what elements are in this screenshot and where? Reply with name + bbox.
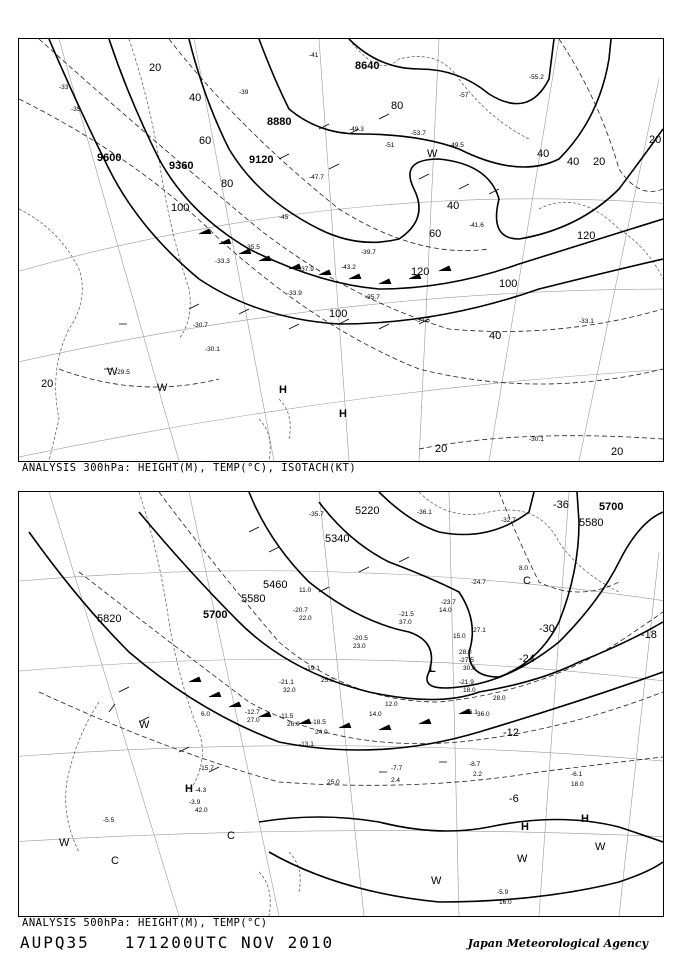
temp-obs: -33.1: [579, 318, 594, 325]
isotach-label: 120: [577, 230, 596, 242]
temp-obs: -19.1: [305, 665, 320, 672]
agency-name: Japan Meteorological Agency: [467, 937, 648, 950]
height-label: 5700: [203, 609, 228, 621]
temp-obs: -35: [71, 106, 81, 113]
temp-obs: -12.7: [245, 709, 260, 716]
isotach-label: 100: [499, 278, 518, 290]
temp-obs: -11.5: [279, 713, 294, 720]
temp-obs: -49.5: [449, 142, 464, 149]
warm-marks: [107, 148, 438, 394]
temp-obs: -37.9: [299, 266, 314, 273]
height-label: 5340: [325, 533, 350, 545]
product-code: AUPQ35: [20, 933, 90, 952]
temp-obs: -18.5: [311, 719, 326, 726]
wind-barbs: [104, 114, 502, 369]
temp-obs: -21.1: [279, 679, 294, 686]
temp-obs: -35.5: [245, 244, 260, 251]
dewpoint-obs: 37.0: [399, 619, 412, 626]
dewpoint-obs: 28.0: [459, 649, 472, 656]
product-header: [20, 933, 334, 952]
isotach-labels: [41, 62, 661, 458]
dewpoint-obs: 25.0: [321, 677, 334, 684]
isotherm-label: -24: [519, 653, 535, 665]
temp-obs: -45: [279, 214, 289, 221]
temp-obs: -13.1: [299, 741, 314, 748]
temp-obs: -16.1: [463, 709, 478, 716]
wind-barbs: [109, 527, 471, 772]
temp-obs: -5.5: [103, 817, 115, 824]
temp-obs: -47.7: [309, 174, 324, 181]
isotach-label: 120: [411, 266, 430, 278]
temp-obs: -7.7: [391, 765, 403, 772]
warm-mark: W: [427, 148, 438, 160]
temp-obs: -23.7: [441, 599, 456, 606]
dewpoint-obs: 32.0: [283, 687, 296, 694]
cold-mark: C: [523, 575, 531, 587]
high-center: H: [581, 813, 589, 825]
dewpoint-obs: 11.0: [299, 587, 312, 594]
height-label: 9600: [97, 152, 122, 164]
temp-obs: -36.1: [417, 509, 432, 516]
map-300hpa-canvas: [19, 39, 663, 461]
dewpoint-obs: 42.0: [195, 807, 208, 814]
cold-mark: C: [111, 855, 119, 867]
temp-obs: -41: [309, 52, 319, 59]
height-label: 9360: [169, 160, 194, 172]
isotach-label: 60: [429, 228, 442, 240]
temp-obs: -53.7: [411, 130, 426, 137]
dewpoint-obs: 2.2: [473, 771, 483, 778]
temp-obs: -21.5: [399, 611, 414, 618]
dewpoint-obs: 14.0: [439, 607, 452, 614]
height-label: 9120: [249, 154, 274, 166]
height-label: 8880: [267, 116, 292, 128]
temp-obs: -8.7: [469, 761, 481, 768]
temp-obs: -6.1: [571, 771, 583, 778]
isotach-label: 20: [41, 378, 54, 390]
height-label: 8640: [355, 60, 380, 72]
isotach-label: 80: [391, 100, 404, 112]
isotach-label: 80: [221, 178, 234, 190]
temp-observations: [59, 52, 594, 443]
temp-obs: -41.6: [469, 222, 484, 229]
high-center: H: [339, 408, 347, 420]
temp-obs: -35.7: [365, 294, 380, 301]
isotach-label: 60: [199, 135, 212, 147]
temp-obs: -33.9: [287, 290, 302, 297]
isotherm-label: -18: [641, 629, 657, 641]
isotach-label: 100: [329, 308, 348, 320]
low-center: L: [429, 663, 436, 675]
isotach-label: 20: [435, 443, 448, 455]
dewpoint-obs: 26.0: [287, 721, 300, 728]
dewpoint-obs: 24.0: [315, 729, 328, 736]
dewpoint-obs: 22.0: [299, 615, 312, 622]
coastline: [66, 492, 619, 916]
temp-obs: -27.1: [471, 627, 486, 634]
temp-obs: -27.5: [459, 657, 474, 664]
temp-obs: -32.7: [501, 517, 516, 524]
isotherm-label: -6: [509, 793, 519, 805]
warm-mark: W: [517, 853, 528, 865]
temp-obs: -51: [385, 142, 395, 149]
high-center: H: [521, 821, 529, 833]
warm-mark: W: [157, 382, 168, 394]
dewpoint-obs: 36.0: [477, 711, 490, 718]
height-labels: [97, 501, 623, 625]
warm-mark: W: [595, 841, 606, 853]
map-300hpa: [18, 38, 664, 462]
temp-observations: [103, 509, 583, 896]
map-500hpa-canvas: [19, 492, 663, 916]
caption-500hpa: ANALYSIS 500hPa: HEIGHT(M), TEMP(°C): [22, 917, 268, 929]
height-contours: [29, 492, 663, 902]
temp-obs: -39: [239, 89, 249, 96]
dewpoint-obs: 6.0: [201, 711, 211, 718]
temp-obs: -49.3: [349, 126, 364, 133]
temp-obs: -30.1: [205, 346, 220, 353]
temp-obs: -43.2: [341, 264, 356, 271]
isotherm-label: -36: [553, 499, 569, 511]
dewpoint-obs: 2.4: [391, 777, 401, 784]
temp-obs: -34.5: [415, 317, 430, 324]
dewpoint-obs: 12.0: [385, 701, 398, 708]
isotach-label: 20: [649, 134, 662, 146]
dewpoint-obs: 16.0: [499, 899, 512, 906]
temp-obs: -30.7: [193, 322, 208, 329]
dewpoint-obs: 27.0: [247, 717, 260, 724]
dewpoint-obs: 30.0: [463, 665, 476, 672]
warm-mark: W: [431, 875, 442, 887]
warm-mark: W: [107, 366, 118, 378]
dewpoint-obs: 15.0: [453, 633, 466, 640]
pressure-centers: [185, 663, 589, 833]
temp-obs: -33.3: [215, 258, 230, 265]
dewpoint-obs: 23.0: [353, 643, 366, 650]
height-label: 5460: [263, 579, 288, 591]
isotach-label: 40: [189, 92, 202, 104]
isotach-label: 100: [171, 202, 190, 214]
height-contours: [49, 39, 663, 324]
temp-obs: -39.7: [361, 249, 376, 256]
isotachs: [19, 39, 663, 449]
temp-obs: -20.5: [353, 635, 368, 642]
isotach-label: 40: [447, 200, 460, 212]
temp-obs: -21.9: [459, 679, 474, 686]
isotach-label: 20: [593, 156, 606, 168]
isotherm-label: -12: [503, 727, 519, 739]
high-center: H: [279, 384, 287, 396]
temp-obs: -20.7: [293, 607, 308, 614]
isotherm-labels: [503, 499, 657, 805]
temp-obs: -55.2: [529, 74, 544, 81]
temp-obs: -24.7: [471, 579, 486, 586]
isotherm-label: -30: [539, 623, 555, 635]
temp-obs: -33: [59, 84, 69, 91]
temp-obs: -4.3: [195, 787, 207, 794]
dewpoint-obs: 18.0: [571, 781, 584, 788]
dewpoint-obs: 25.0: [327, 779, 340, 786]
caption-300hpa: ANALYSIS 300hPa: HEIGHT(M), TEMP(°C), ISOTACH(KT): [22, 462, 357, 474]
height-label: 5220: [355, 505, 380, 517]
height-label: 5580: [241, 593, 266, 605]
dewpoint-obs: 14.0: [369, 711, 382, 718]
dewpoint-obs: 8.0: [519, 565, 529, 572]
temp-obs: -35.7: [309, 511, 324, 518]
isotach-label: 40: [489, 330, 502, 342]
height-label: 5580: [579, 517, 604, 529]
temp-obs: -29.5: [115, 369, 130, 376]
isotach-label: 40: [537, 148, 550, 160]
valid-time: 171200UTC NOV 2010: [124, 933, 335, 952]
temp-obs: -3.9: [189, 799, 201, 806]
temp-obs: -57: [459, 92, 469, 99]
height-label: 5700: [599, 501, 624, 513]
isotach-label: 40: [567, 156, 580, 168]
cold-mark: C: [227, 830, 235, 842]
temp-obs: -15.7: [199, 765, 214, 772]
height-label: 5820: [97, 613, 122, 625]
temp-obs: -5.9: [497, 889, 509, 896]
warm-mark: W: [59, 837, 70, 849]
isotach-label: 20: [611, 446, 624, 458]
temp-obs: -30.1: [529, 436, 544, 443]
map-500hpa: [18, 491, 664, 917]
warm-mark: W: [139, 719, 150, 731]
dewpoint-obs: 28.0: [493, 695, 506, 702]
dewpoint-obs: 18.0: [463, 687, 476, 694]
high-center: H: [185, 783, 193, 795]
isotach-label: 20: [149, 62, 162, 74]
